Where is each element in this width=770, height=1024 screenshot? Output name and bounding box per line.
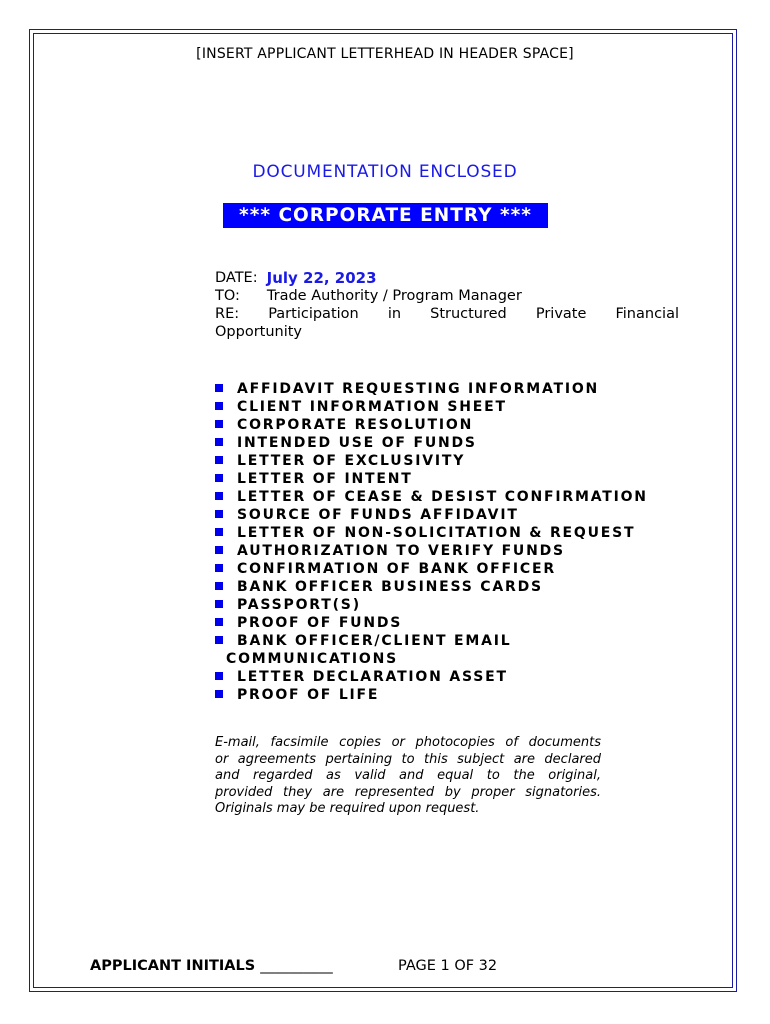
validity-note: [215, 735, 601, 818]
list-item-label: CORPORATE RESOLUTION: [237, 417, 474, 433]
letterhead-placeholder: [INSERT APPLICANT LETTERHEAD IN HEADER SPACE]: [196, 46, 574, 62]
square-bullet-icon: [215, 384, 223, 392]
square-bullet-icon: [215, 618, 223, 626]
square-bullet-icon: [215, 402, 223, 410]
list-item: [215, 632, 695, 668]
enclosed-documents-list: [215, 380, 695, 704]
documentation-enclosed-heading: DOCUMENTATION ENCLOSED: [252, 162, 518, 182]
square-bullet-icon: [215, 690, 223, 698]
re-word: in: [387, 306, 402, 322]
square-bullet-icon: [215, 420, 223, 428]
square-bullet-icon: [215, 600, 223, 608]
corporate-entry-banner: *** CORPORATE ENTRY ***: [223, 203, 548, 228]
list-item: [215, 452, 695, 470]
square-bullet-icon: [215, 528, 223, 536]
applicant-initials: [90, 958, 333, 974]
list-item: [215, 596, 695, 614]
list-item: [215, 668, 695, 686]
list-item: [215, 578, 695, 596]
square-bullet-icon: [215, 510, 223, 518]
note-line: E-mail, facsimile copies or photocopies of documents: [215, 735, 601, 750]
initials-blank: __________: [260, 958, 333, 974]
to-value: Trade Authority / Program Manager: [266, 288, 522, 304]
list-item-label: LETTER OF CEASE & DESIST CONFIRMATION: [237, 489, 648, 505]
list-item-label: CLIENT INFORMATION SHEET: [237, 399, 507, 415]
list-item: [215, 416, 695, 434]
to-row: [215, 287, 679, 305]
re-word: Structured: [430, 306, 507, 322]
list-item-label: AFFIDAVIT REQUESTING INFORMATION: [237, 381, 600, 397]
page-number: PAGE 1 OF 32: [398, 958, 498, 974]
list-item-label: PASSPORT(S): [237, 597, 361, 613]
re-continuation: [215, 323, 679, 341]
list-item-label: INTENDED USE OF FUNDS: [237, 435, 477, 451]
memo-block: [215, 269, 679, 341]
re-word: Private: [535, 306, 587, 322]
square-bullet-icon: [215, 546, 223, 554]
list-item: [215, 524, 695, 542]
square-bullet-icon: [215, 636, 223, 644]
re-word: Financial: [615, 306, 679, 322]
square-bullet-icon: [215, 474, 223, 482]
list-item: [215, 398, 695, 416]
list-item: [215, 380, 695, 398]
list-item-label: LETTER DECLARATION ASSET: [237, 669, 508, 685]
re-row: [215, 305, 679, 323]
square-bullet-icon: [215, 564, 223, 572]
list-item-label: LETTER OF NON-SOLICITATION & REQUEST: [237, 525, 636, 541]
list-item: [215, 488, 695, 506]
list-item-label: LETTER OF EXCLUSIVITY: [237, 453, 466, 469]
list-item-label: SOURCE OF FUNDS AFFIDAVIT: [237, 507, 519, 523]
list-item-label: AUTHORIZATION TO VERIFY FUNDS: [237, 543, 565, 559]
list-item-label: PROOF OF FUNDS: [237, 615, 403, 631]
square-bullet-icon: [215, 438, 223, 446]
date-value: July 22, 2023: [266, 269, 377, 287]
re-cont-text: Opportunity: [215, 324, 303, 340]
re-label: RE:: [215, 306, 240, 322]
list-item: [215, 542, 695, 560]
square-bullet-icon: [215, 456, 223, 464]
list-item-label: CONFIRMATION OF BANK OFFICER: [237, 561, 556, 577]
square-bullet-icon: [215, 672, 223, 680]
initials-label: APPLICANT INITIALS: [90, 958, 256, 974]
square-bullet-icon: [215, 492, 223, 500]
list-item-label: BANK OFFICER/CLIENT EMAIL: [237, 633, 512, 649]
list-item-label: LETTER OF INTENT: [237, 471, 413, 487]
list-item: [215, 434, 695, 452]
date-row: [215, 269, 679, 287]
list-item: [215, 686, 695, 704]
note-line: Originals may be required upon request.: [215, 801, 480, 816]
list-item: [215, 560, 695, 578]
list-item: [215, 470, 695, 488]
note-line: or agreements pertaining to this subject are declared: [215, 751, 601, 767]
list-item-wrap: COMMUNICATIONS: [226, 651, 399, 667]
square-bullet-icon: [215, 582, 223, 590]
date-label: DATE:: [215, 270, 258, 286]
to-label: TO:: [215, 288, 240, 304]
list-item: [215, 506, 695, 524]
list-item-label: BANK OFFICER BUSINESS CARDS: [237, 579, 543, 595]
note-line: and regarded as valid and equal to the original,: [215, 768, 601, 783]
list-item-label: PROOF OF LIFE: [237, 687, 380, 703]
list-item: [215, 614, 695, 632]
note-line: provided they are represented by proper signatories.: [215, 784, 601, 800]
re-word: Participation: [268, 306, 359, 322]
